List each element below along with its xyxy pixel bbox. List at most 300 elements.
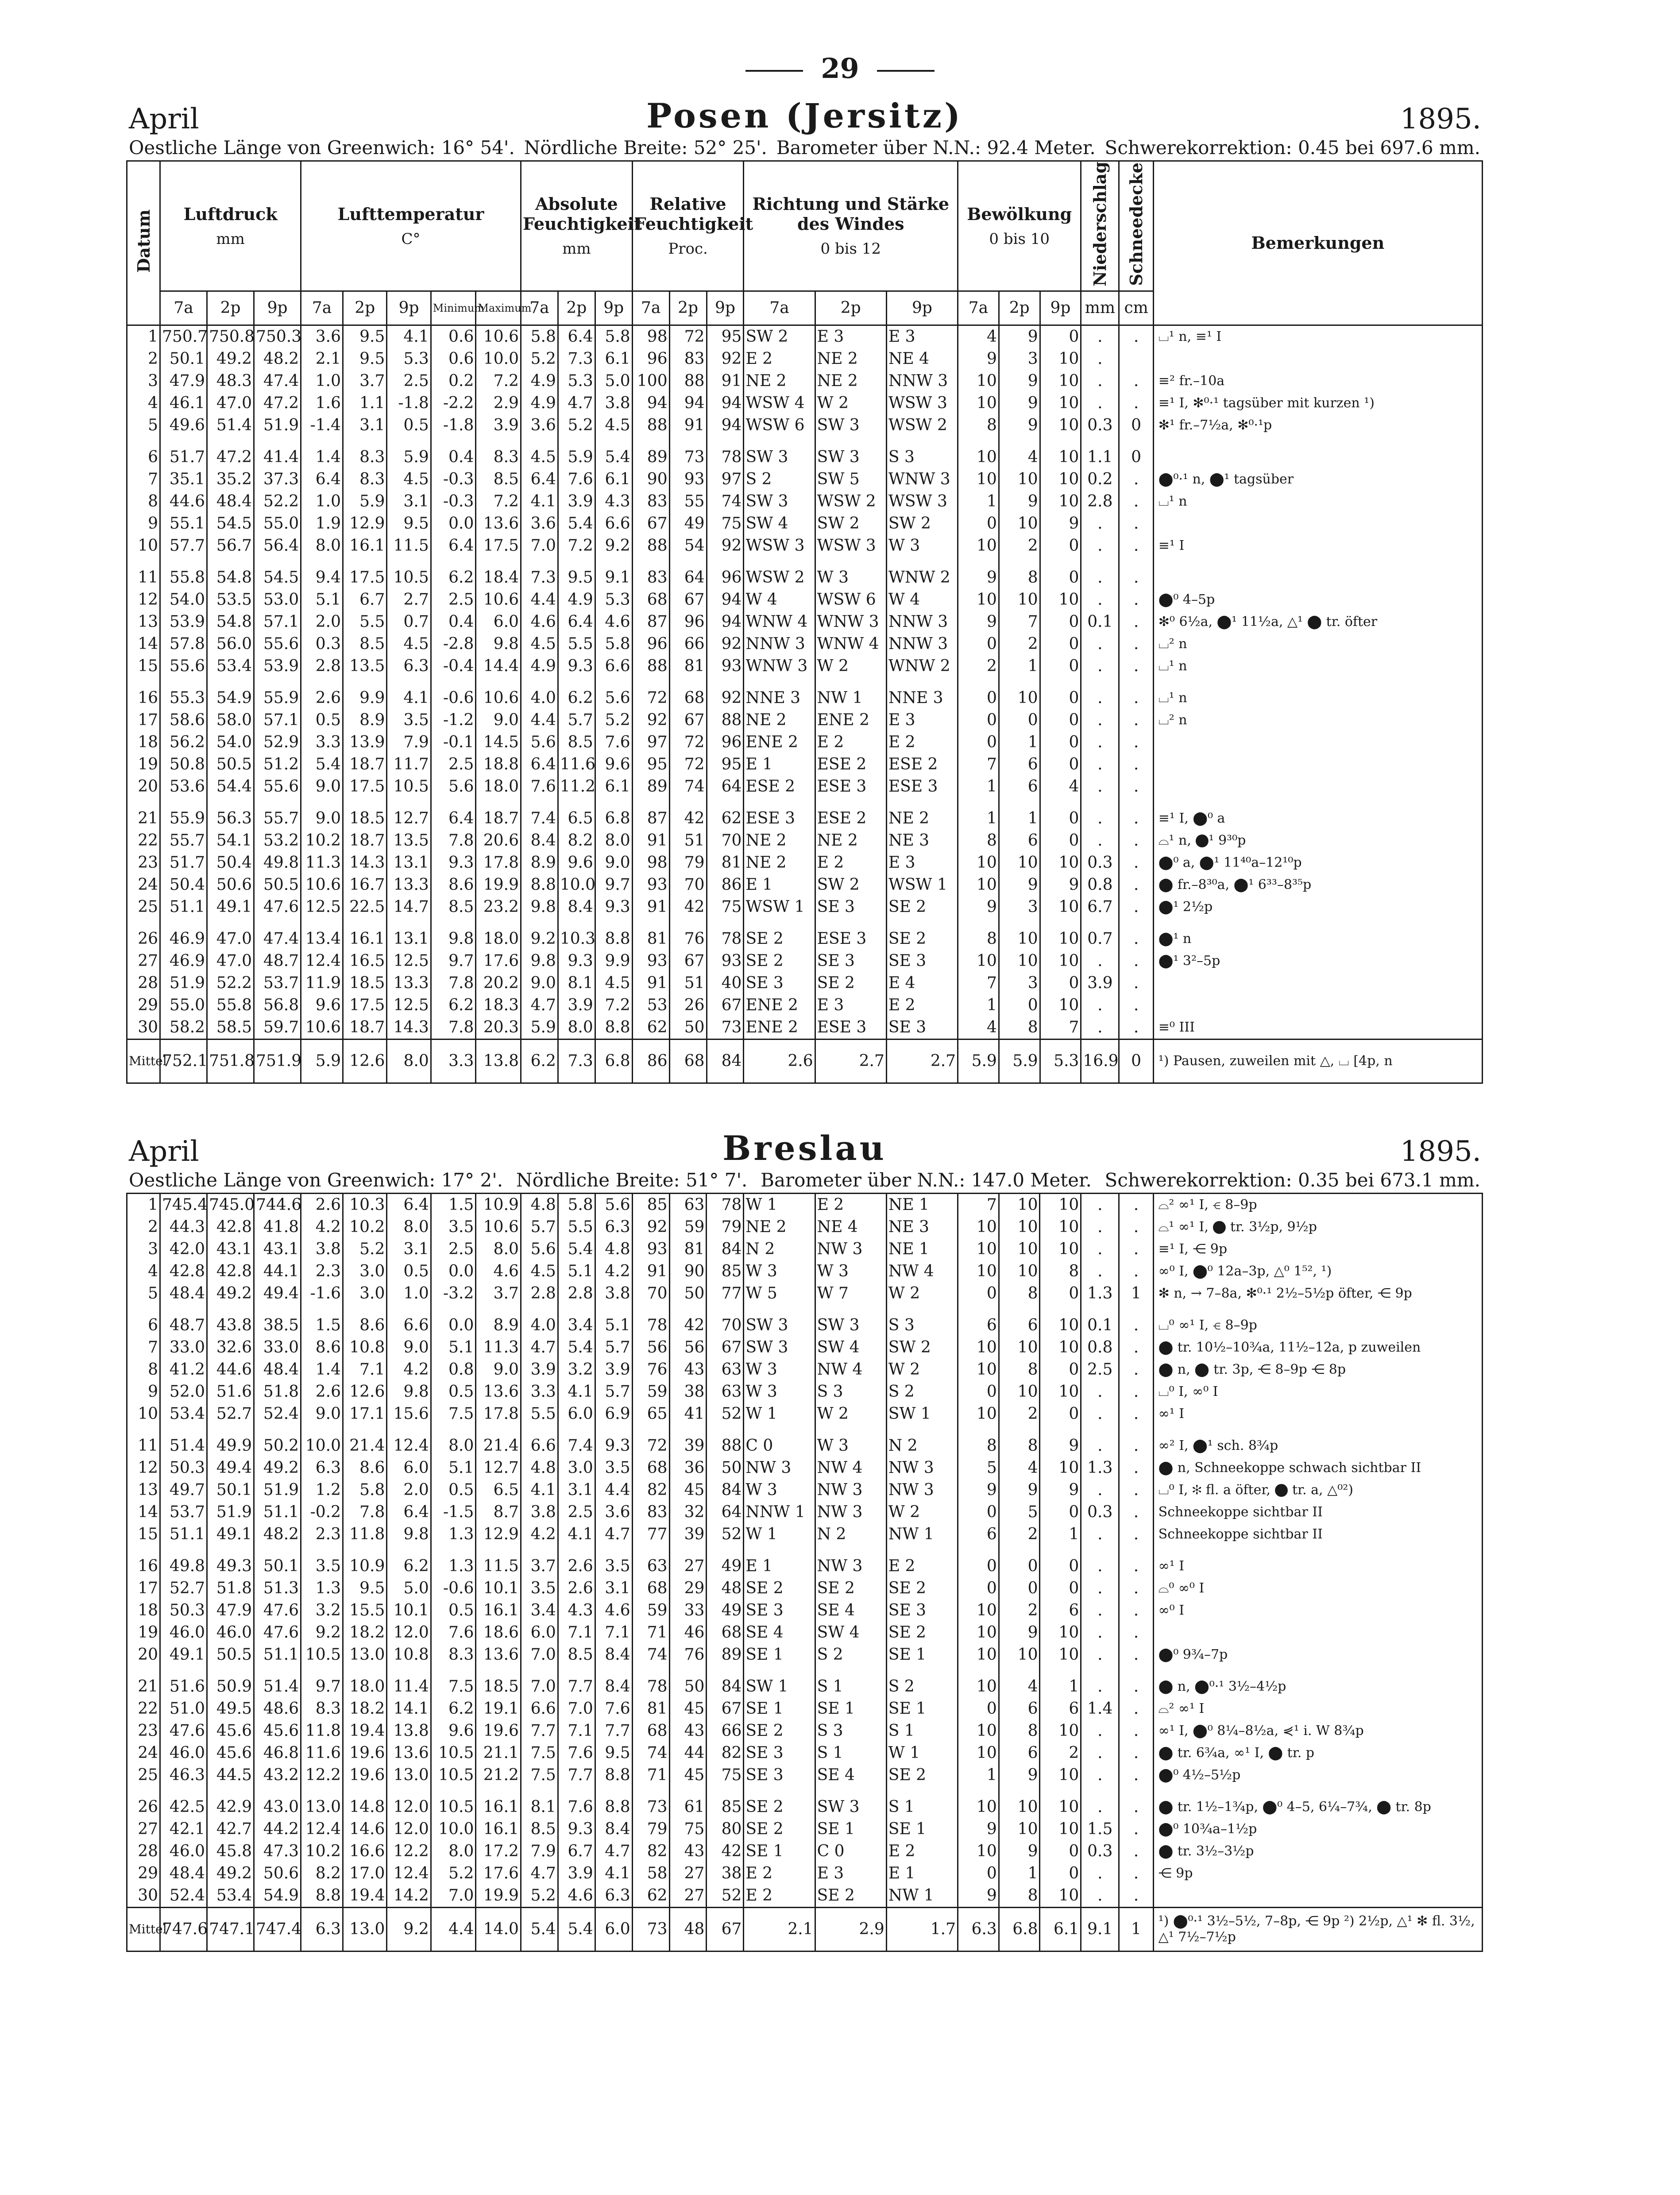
- value-cell: 46.8: [254, 1742, 301, 1764]
- mean-value: 6.2: [521, 1039, 558, 1083]
- value-cell: 5.1: [431, 1457, 476, 1479]
- value-cell: WSW 3: [886, 491, 958, 513]
- value-cell: .: [1119, 1216, 1153, 1238]
- value-cell: 8.8: [595, 1786, 632, 1818]
- value-cell: -2.8: [431, 633, 476, 655]
- day-cell: 8: [127, 491, 160, 513]
- value-cell: 8.1: [558, 972, 595, 994]
- value-cell: 7.1: [558, 1622, 595, 1644]
- value-cell: 7.9: [387, 731, 431, 754]
- value-cell: 1.3: [431, 1546, 476, 1577]
- value-cell: 1.5: [431, 1194, 476, 1217]
- day-cell: 25: [127, 1764, 160, 1786]
- value-cell: 68: [632, 1720, 669, 1742]
- table-row: [127, 1457, 1483, 1479]
- value-cell: 44.6: [160, 491, 207, 513]
- value-cell: NE 3: [886, 830, 958, 852]
- value-cell: .: [1119, 1600, 1153, 1622]
- value-cell: 8.6: [431, 874, 476, 896]
- value-cell: 27: [669, 1863, 707, 1885]
- table-row: [127, 798, 1483, 830]
- value-cell: 1.1: [343, 392, 387, 414]
- value-cell: 4: [958, 1016, 999, 1040]
- value-cell: 91: [632, 972, 669, 994]
- value-cell: 72: [669, 731, 707, 754]
- value-cell: 6.5: [476, 1479, 521, 1501]
- value-cell: SW 2: [886, 1337, 958, 1359]
- value-cell: 3.4: [558, 1305, 595, 1337]
- value-cell: 0: [958, 1577, 999, 1600]
- value-cell: 55.9: [254, 677, 301, 709]
- value-cell: .: [1119, 1764, 1153, 1786]
- value-cell: 82: [707, 1742, 744, 1764]
- value-cell: 7.8: [431, 972, 476, 994]
- value-cell: 0: [999, 709, 1040, 731]
- value-cell: 55.6: [160, 655, 207, 677]
- table-row: [127, 1885, 1483, 1908]
- value-cell: 9.6: [301, 994, 343, 1016]
- value-cell: 67: [669, 950, 707, 972]
- value-cell: WNW 4: [815, 633, 886, 655]
- value-cell: 12.2: [301, 1764, 343, 1786]
- value-cell: .: [1119, 709, 1153, 731]
- value-cell: 76: [669, 1644, 707, 1666]
- value-cell: .: [1081, 950, 1119, 972]
- value-cell: NW 4: [815, 1359, 886, 1381]
- value-cell: N 2: [815, 1523, 886, 1546]
- value-cell: 4.2: [301, 1216, 343, 1238]
- value-cell: 10: [999, 918, 1040, 950]
- value-cell: 51.8: [207, 1577, 254, 1600]
- value-cell: WNW 2: [886, 655, 958, 677]
- value-cell: 19.9: [476, 1885, 521, 1908]
- value-cell: 82: [632, 1479, 669, 1501]
- value-cell: NW 3: [815, 1501, 886, 1523]
- day-cell: 3: [127, 370, 160, 392]
- value-cell: 50: [669, 1283, 707, 1305]
- value-cell: .: [1119, 1818, 1153, 1840]
- value-cell: 4.2: [521, 1523, 558, 1546]
- value-cell: WSW 2: [886, 414, 958, 437]
- value-cell: 10: [958, 1216, 999, 1238]
- value-cell: 2.5: [431, 1238, 476, 1260]
- value-cell: 10.6: [476, 325, 521, 348]
- day-cell: 12: [127, 1457, 160, 1479]
- value-cell: 54.5: [207, 513, 254, 535]
- remark-cell: ⬤⁰ 4½–5½p: [1153, 1764, 1482, 1786]
- value-cell: 82: [632, 1840, 669, 1863]
- value-cell: 57.1: [254, 611, 301, 633]
- value-cell: .: [1119, 1622, 1153, 1644]
- value-cell: 9.3: [595, 1425, 632, 1457]
- mean-label: Mittel: [127, 1908, 160, 1952]
- value-cell: 5.2: [521, 348, 558, 370]
- value-cell: 5.8: [521, 325, 558, 348]
- header-bewoelkung: Bewölkung 0 bis 10: [958, 161, 1081, 291]
- value-cell: .: [1119, 392, 1153, 414]
- value-cell: .: [1119, 830, 1153, 852]
- value-cell: 75: [707, 513, 744, 535]
- value-cell: 50.3: [160, 1457, 207, 1479]
- table-row: [127, 1600, 1483, 1622]
- value-cell: 55.8: [160, 557, 207, 589]
- value-cell: 43: [669, 1720, 707, 1742]
- mean-value: 5.4: [521, 1908, 558, 1952]
- remark-cell: ⌴¹ n: [1153, 655, 1482, 677]
- value-cell: NW 4: [886, 1260, 958, 1283]
- value-cell: 53.7: [254, 972, 301, 994]
- value-cell: .: [1081, 1666, 1119, 1698]
- value-cell: 3.7: [343, 370, 387, 392]
- value-cell: 70: [669, 874, 707, 896]
- mean-value: 1.7: [886, 1908, 958, 1952]
- value-cell: 1.5: [301, 1305, 343, 1337]
- value-cell: NE 2: [744, 852, 815, 874]
- value-cell: 2: [1040, 1742, 1081, 1764]
- value-cell: 2.6: [558, 1577, 595, 1600]
- value-cell: NE 1: [886, 1194, 958, 1217]
- value-cell: 3.8: [595, 1283, 632, 1305]
- mean-value: 5.9: [958, 1039, 999, 1083]
- value-cell: 81: [632, 918, 669, 950]
- value-cell: 62: [632, 1016, 669, 1040]
- value-cell: 1.4: [301, 437, 343, 468]
- value-cell: 8.8: [301, 1885, 343, 1908]
- value-cell: .: [1119, 325, 1153, 348]
- value-cell: 5.6: [431, 776, 476, 798]
- value-cell: 9.3: [558, 655, 595, 677]
- value-cell: 10: [1040, 1337, 1081, 1359]
- value-cell: 8.3: [343, 468, 387, 491]
- value-cell: 19.6: [476, 1720, 521, 1742]
- value-cell: 16.1: [476, 1600, 521, 1622]
- remark-cell: ⬤¹ 2½p: [1153, 896, 1482, 918]
- remark-cell: ∞⁰ I, ⬤⁰ 12a–3p, △⁰ 1⁵², ¹): [1153, 1260, 1482, 1283]
- value-cell: 5: [999, 1501, 1040, 1523]
- value-cell: 0.1: [1081, 1305, 1119, 1337]
- value-cell: 7.7: [521, 1720, 558, 1742]
- value-cell: 83: [632, 1501, 669, 1523]
- value-cell: 48.7: [254, 950, 301, 972]
- value-cell: 9: [999, 491, 1040, 513]
- value-cell: 4.1: [521, 1479, 558, 1501]
- value-cell: 55.7: [160, 830, 207, 852]
- value-cell: 6: [999, 1698, 1040, 1720]
- value-cell: 92: [707, 535, 744, 557]
- mean-value: 13.8: [476, 1039, 521, 1083]
- value-cell: 50.5: [254, 874, 301, 896]
- value-cell: 2.0: [301, 611, 343, 633]
- value-cell: SW 2: [744, 325, 815, 348]
- value-cell: 5.4: [595, 437, 632, 468]
- value-cell: 19.6: [343, 1742, 387, 1764]
- value-cell: 9: [999, 325, 1040, 348]
- table-row: [127, 1720, 1483, 1742]
- day-cell: 20: [127, 776, 160, 798]
- value-cell: 5.0: [595, 370, 632, 392]
- value-cell: 54.0: [160, 589, 207, 611]
- day-cell: 20: [127, 1644, 160, 1666]
- value-cell: 90: [669, 1260, 707, 1283]
- value-cell: 10.0: [431, 1818, 476, 1840]
- value-cell: ESE 2: [744, 776, 815, 798]
- value-cell: 62: [707, 798, 744, 830]
- value-cell: 49: [707, 1600, 744, 1622]
- value-cell: NW 3: [886, 1457, 958, 1479]
- value-cell: 2: [999, 633, 1040, 655]
- value-cell: 85: [632, 1194, 669, 1217]
- value-cell: SE 2: [744, 1577, 815, 1600]
- value-cell: SE 2: [744, 1786, 815, 1818]
- observation-table: [126, 1193, 1483, 1952]
- value-cell: 6.7: [558, 1840, 595, 1863]
- value-cell: 52: [707, 1885, 744, 1908]
- value-cell: 90: [632, 468, 669, 491]
- value-cell: 18.5: [343, 798, 387, 830]
- value-cell: SE 2: [886, 1622, 958, 1644]
- value-cell: .: [1081, 655, 1119, 677]
- table-body: [127, 325, 1483, 1083]
- value-cell: SE 3: [744, 1600, 815, 1622]
- value-cell: 12.0: [387, 1818, 431, 1840]
- value-cell: 18.7: [343, 754, 387, 776]
- value-cell: 58.2: [160, 1016, 207, 1040]
- value-cell: 49.8: [254, 852, 301, 874]
- value-cell: 52.2: [207, 972, 254, 994]
- value-cell: 53.9: [160, 611, 207, 633]
- remark-cell: [1153, 1885, 1482, 1908]
- value-cell: 750.3: [254, 325, 301, 348]
- value-cell: 80: [707, 1818, 744, 1840]
- value-cell: 3.5: [595, 1457, 632, 1479]
- value-cell: 73: [707, 1016, 744, 1040]
- value-cell: 3.2: [558, 1359, 595, 1381]
- table-row: [127, 1425, 1483, 1457]
- value-cell: 5.3: [595, 589, 632, 611]
- value-cell: ESE 3: [815, 776, 886, 798]
- value-cell: 4: [999, 437, 1040, 468]
- value-cell: 56.8: [254, 994, 301, 1016]
- value-cell: SE 3: [744, 1742, 815, 1764]
- value-cell: 74: [632, 1742, 669, 1764]
- value-cell: .: [1119, 1457, 1153, 1479]
- value-cell: 54: [669, 535, 707, 557]
- value-cell: 1: [958, 798, 999, 830]
- value-cell: 10: [1040, 852, 1081, 874]
- day-cell: 5: [127, 1283, 160, 1305]
- value-cell: .: [1081, 1644, 1119, 1666]
- value-cell: 0.2: [1081, 468, 1119, 491]
- value-cell: 8: [999, 1885, 1040, 1908]
- value-cell: E 2: [886, 994, 958, 1016]
- value-cell: 51.9: [254, 414, 301, 437]
- value-cell: 54.9: [254, 1885, 301, 1908]
- value-cell: 96: [707, 731, 744, 754]
- value-cell: WSW 3: [744, 535, 815, 557]
- value-cell: 10: [999, 852, 1040, 874]
- value-cell: 18.3: [476, 994, 521, 1016]
- value-cell: 10: [1040, 1764, 1081, 1786]
- value-cell: 77: [707, 1283, 744, 1305]
- value-cell: 10: [958, 437, 999, 468]
- value-cell: .: [1119, 896, 1153, 918]
- value-cell: 53.5: [207, 589, 254, 611]
- value-cell: 0.5: [431, 1600, 476, 1622]
- value-cell: 8.9: [343, 709, 387, 731]
- value-cell: 8: [1040, 1260, 1081, 1283]
- sub-2p: 2p: [669, 291, 707, 325]
- value-cell: 3.1: [595, 1577, 632, 1600]
- station-breslau: [126, 1128, 1483, 1952]
- value-cell: 72: [632, 1425, 669, 1457]
- value-cell: 42: [669, 798, 707, 830]
- value-cell: 12.4: [387, 1425, 431, 1457]
- value-cell: 94: [669, 392, 707, 414]
- value-cell: 5.6: [521, 731, 558, 754]
- table-row: [127, 1666, 1483, 1698]
- value-cell: 14.2: [387, 1885, 431, 1908]
- value-cell: 6.3: [301, 1457, 343, 1479]
- value-cell: S 1: [815, 1666, 886, 1698]
- value-cell: 94: [707, 611, 744, 633]
- mean-value: 12.6: [343, 1039, 387, 1083]
- value-cell: 36: [669, 1457, 707, 1479]
- table-row: [127, 633, 1483, 655]
- value-cell: 1: [1119, 1283, 1153, 1305]
- month: April: [129, 1135, 199, 1168]
- table-row: [127, 1283, 1483, 1305]
- value-cell: 0: [958, 1283, 999, 1305]
- value-cell: 3.2: [301, 1600, 343, 1622]
- value-cell: 48.3: [207, 370, 254, 392]
- value-cell: 51.6: [207, 1381, 254, 1403]
- value-cell: NE 2: [815, 348, 886, 370]
- value-cell: .: [1119, 1840, 1153, 1863]
- day-cell: 18: [127, 1600, 160, 1622]
- value-cell: 64: [669, 557, 707, 589]
- table-row: [127, 1238, 1483, 1260]
- year: 1895.: [1400, 103, 1481, 135]
- value-cell: 67: [632, 513, 669, 535]
- remark-cell: ✻¹ fr.–7½a, ✻⁰·¹p: [1153, 414, 1482, 437]
- sub-9p: 9p: [707, 291, 744, 325]
- sub-cm: cm: [1119, 291, 1153, 325]
- value-cell: S 1: [886, 1786, 958, 1818]
- day-cell: 11: [127, 557, 160, 589]
- value-cell: 50.1: [254, 1546, 301, 1577]
- value-cell: 10.2: [343, 1216, 387, 1238]
- value-cell: 4: [999, 1457, 1040, 1479]
- value-cell: ESE 2: [886, 754, 958, 776]
- value-cell: 4.0: [521, 1305, 558, 1337]
- value-cell: 1.0: [301, 370, 343, 392]
- value-cell: .: [1119, 677, 1153, 709]
- value-cell: 62: [632, 1885, 669, 1908]
- value-cell: 9.0: [387, 1337, 431, 1359]
- value-cell: 10: [1040, 414, 1081, 437]
- value-cell: 2.8: [521, 1283, 558, 1305]
- value-cell: 53.7: [160, 1501, 207, 1523]
- value-cell: 5.5: [558, 633, 595, 655]
- value-cell: 10: [958, 1238, 999, 1260]
- value-cell: 0.5: [431, 1381, 476, 1403]
- value-cell: 43.8: [207, 1305, 254, 1337]
- value-cell: 47.3: [254, 1840, 301, 1863]
- value-cell: 83: [632, 557, 669, 589]
- value-cell: 9.6: [595, 754, 632, 776]
- value-cell: 88: [632, 414, 669, 437]
- table-row: [127, 709, 1483, 731]
- day-cell: 25: [127, 896, 160, 918]
- value-cell: 12.9: [343, 513, 387, 535]
- value-cell: ESE 2: [815, 798, 886, 830]
- value-cell: E 3: [815, 1863, 886, 1885]
- value-cell: .: [1119, 589, 1153, 611]
- value-cell: SE 2: [886, 1764, 958, 1786]
- value-cell: 13.5: [343, 655, 387, 677]
- value-cell: E 2: [815, 852, 886, 874]
- value-cell: NE 2: [815, 370, 886, 392]
- mean-label: Mittel: [127, 1039, 160, 1083]
- value-cell: 89: [632, 776, 669, 798]
- value-cell: E 3: [815, 994, 886, 1016]
- table-row: [127, 557, 1483, 589]
- sub-2p: 2p: [207, 291, 254, 325]
- value-cell: 45: [669, 1479, 707, 1501]
- value-cell: 74: [669, 776, 707, 798]
- value-cell: 10: [958, 1742, 999, 1764]
- value-cell: 11.6: [301, 1742, 343, 1764]
- value-cell: 0: [1040, 557, 1081, 589]
- value-cell: SE 1: [744, 1698, 815, 1720]
- value-cell: 50.3: [160, 1600, 207, 1622]
- day-cell: 14: [127, 1501, 160, 1523]
- mean-value: 9.1: [1081, 1908, 1119, 1952]
- value-cell: 1: [999, 731, 1040, 754]
- value-cell: 2.8: [558, 1283, 595, 1305]
- value-cell: 9.8: [476, 633, 521, 655]
- value-cell: SW 3: [815, 1786, 886, 1818]
- rule-right: [877, 70, 935, 72]
- value-cell: 9.5: [343, 348, 387, 370]
- station-posen: [126, 96, 1483, 1084]
- value-cell: SE 3: [744, 1764, 815, 1786]
- value-cell: 53.4: [207, 1885, 254, 1908]
- value-cell: .: [1119, 535, 1153, 557]
- header-niederschlag: Niederschlag: [1081, 161, 1119, 291]
- value-cell: .: [1081, 1720, 1119, 1742]
- value-cell: 10: [1040, 896, 1081, 918]
- value-cell: 1: [999, 1863, 1040, 1885]
- value-cell: 5.8: [558, 1194, 595, 1217]
- value-cell: 48.6: [254, 1698, 301, 1720]
- remark-cell: Schneekoppe sichtbar II: [1153, 1501, 1482, 1523]
- value-cell: 54.9: [207, 677, 254, 709]
- value-cell: SE 4: [744, 1622, 815, 1644]
- value-cell: 9: [1040, 1425, 1081, 1457]
- remark-cell: ∞¹ I, ⬤⁰ 8¼–8½a, ⋞¹ i. W 8¾p: [1153, 1720, 1482, 1742]
- value-cell: 18.7: [476, 798, 521, 830]
- value-cell: WNW 4: [744, 611, 815, 633]
- value-cell: 32: [669, 1501, 707, 1523]
- value-cell: NW 1: [886, 1885, 958, 1908]
- value-cell: 18.8: [476, 754, 521, 776]
- value-cell: .: [1081, 1381, 1119, 1403]
- value-cell: 4.6: [595, 611, 632, 633]
- sub-2p: 2p: [558, 291, 595, 325]
- table-row: [127, 1194, 1483, 1217]
- remark-cell: ⬤¹ 3²–5p: [1153, 950, 1482, 972]
